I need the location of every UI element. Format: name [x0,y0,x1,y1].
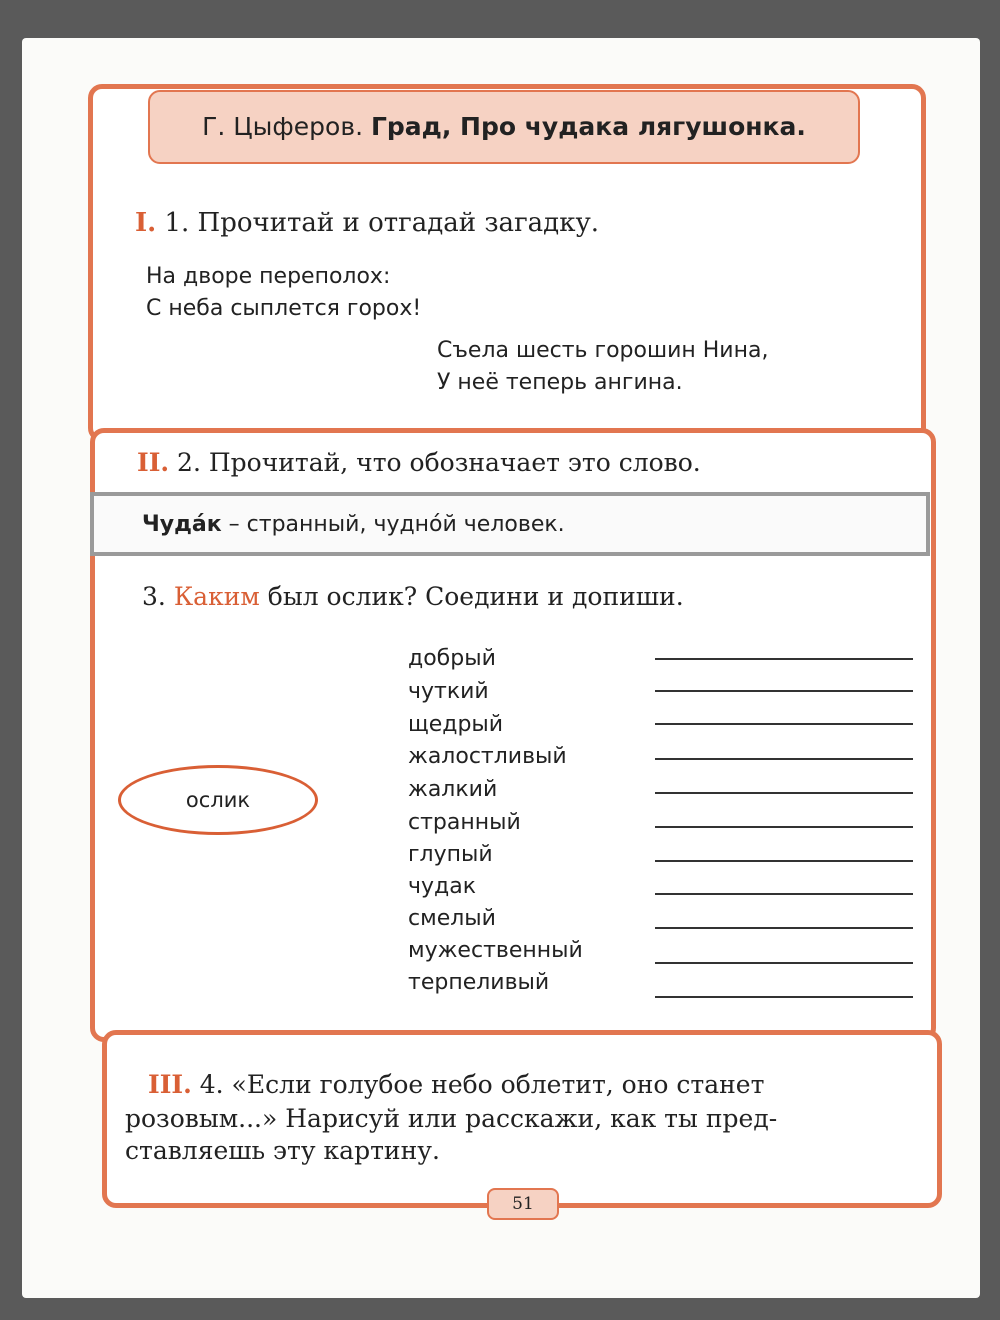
task-4-line: ставляешь эту картину. [125,1136,440,1165]
answer-line[interactable] [655,860,913,862]
highlight-word: Каким [173,582,260,611]
task-1 [135,208,599,238]
riddle-line: С неба сыплется горох! [146,296,422,321]
term: Чуда́к [142,512,222,537]
riddle-line: У неё теперь ангина. [437,370,683,395]
task-text: 1. Прочитай и отгадай загадку. [164,208,600,238]
task-4-line: розовым...» Нарисуй или расскажи, как ты пред- [125,1104,778,1133]
adjective: добрый [408,646,496,671]
adjective: чуткий [408,679,489,704]
riddle-line: Съела шесть горошин Нина, [437,338,769,363]
roman-numeral: I. [135,208,157,238]
answer-line[interactable] [655,996,913,998]
adjective: глупый [408,842,493,867]
roman-numeral: II. [137,448,170,477]
adjective: жалостливый [408,744,567,769]
task-text: был ослик? Соедини и допиши. [267,582,684,611]
task-3 [142,582,684,611]
task-text: 4. «Если голубое небо облетит, оно станет [199,1070,765,1099]
answer-line[interactable] [655,723,913,725]
answer-line[interactable] [655,792,913,794]
task-4-line [148,1070,764,1099]
adjective: мужественный [408,938,583,963]
adjective: терпеливый [408,970,550,995]
page-number: 51 [487,1188,559,1220]
task-text: 2. Прочитай, что обозначает это слово. [177,448,701,477]
adjective: смелый [408,906,496,931]
definition: – странный, чудно́й человек. [228,512,565,537]
story-titles: Град, Про чудака лягушонка. [370,112,806,141]
definition-box [90,492,930,556]
task-number: 3. [142,582,166,611]
adjective: чудак [408,874,476,899]
answer-line[interactable] [655,758,913,760]
roman-numeral: III. [148,1070,192,1099]
adjective: жалкий [408,777,498,802]
answer-line[interactable] [655,826,913,828]
answer-line[interactable] [655,893,913,895]
adjective: странный [408,810,521,835]
page-title [148,90,860,164]
answer-line[interactable] [655,658,913,660]
donkey-oval: ослик [118,765,318,835]
task-2 [137,448,701,477]
adjective: щедрый [408,712,504,737]
answer-line[interactable] [655,927,913,929]
riddle-line: На дворе переполох: [146,264,391,289]
answer-line[interactable] [655,962,913,964]
author: Г. Цыферов. [202,112,364,141]
answer-line[interactable] [655,690,913,692]
